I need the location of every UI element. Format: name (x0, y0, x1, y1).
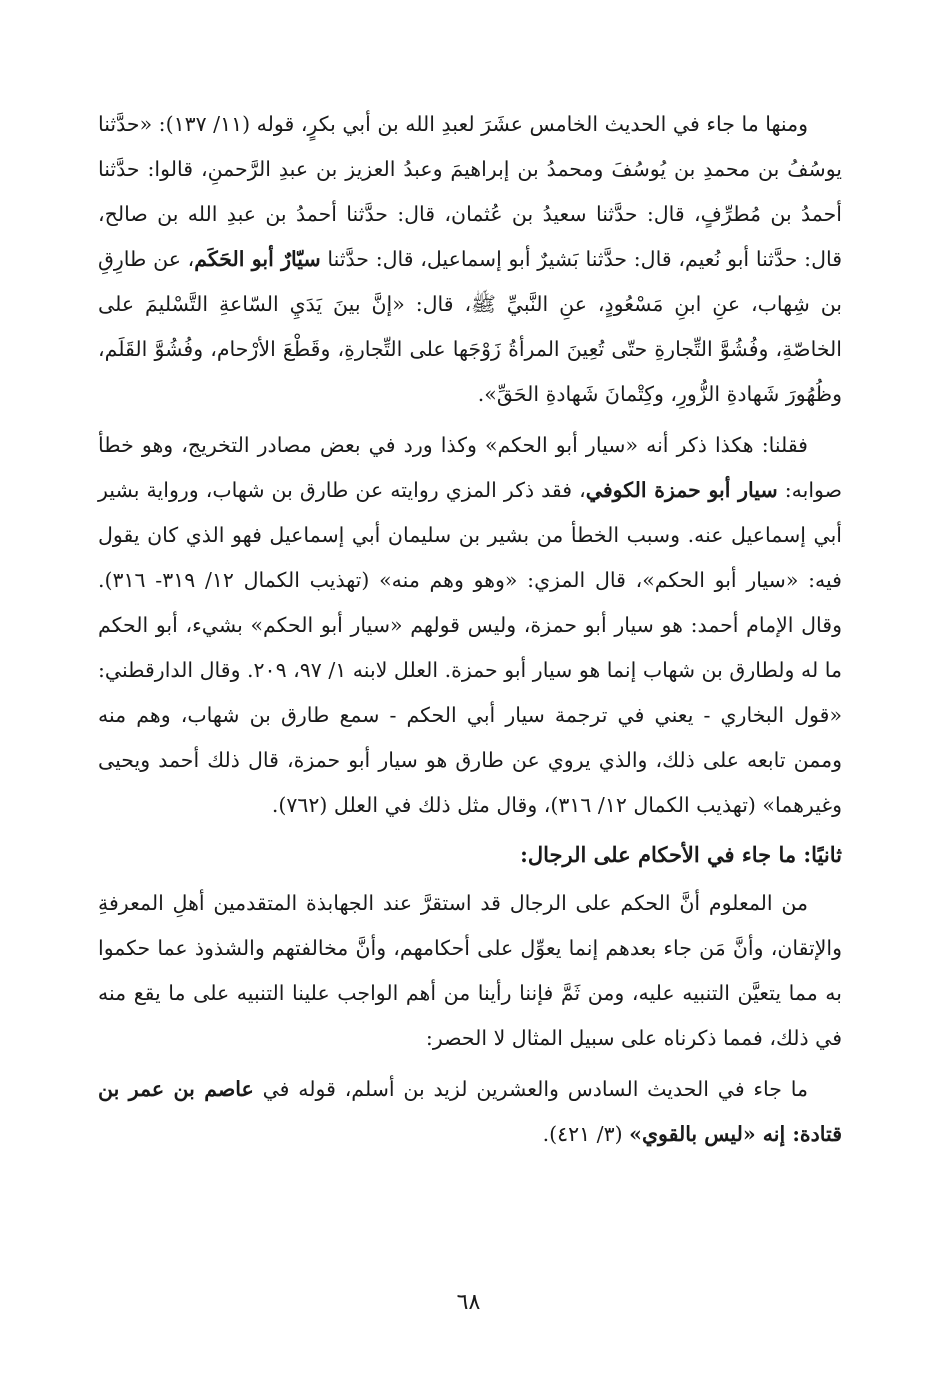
text-segment: فقلنا: هكذا ذكر أنه «سيار أبو الحكم» وكذا ورد في بعض مصادر التخريج، وهو خطأ صوابه: (98, 433, 843, 502)
text-segment: من المعلوم أنَّ الحكم على الرجال قد استقرَّ عند الجهابذة المتقدمين أهلِ المعرفةِ والإتقان، وأنَّ مَن جاء بعدهم إنما يعوِّل على أحكامهم، وأنَّ مخالفتهم والشذوذ عما حكموا به مما يتعيَّن التنبيه عليه، ومن ثَمَّ فإننا رأينا من أهم الواجب علينا التنبيه على ما يقع منه في ذلك، فمما ذكرناه على سبيل المثال لا الحصر: (98, 891, 842, 1050)
bold-text-segment: عاصم بن عمر بن قتادة: إنه «ليس بالقوي» (98, 1077, 842, 1146)
paragraph (98, 1067, 842, 1157)
paragraph (98, 102, 842, 417)
text-segment: (٣/ ٤٢١). (542, 1122, 630, 1146)
page-number: ٦٨ (456, 1290, 481, 1315)
paragraph (98, 881, 842, 1061)
text-segment: ومنها ما جاء في الحديث الخامس عشَرَ لعبدِ الله بن أبي بكرٍ، قوله (١١/ ١٣٧): «حدَّثنا يوسُفُ بن محمدِ بن يُوسُفَ ومحمدُ بن إبراهيمَ وعبدُ العزيز بن عبدِ الرَّحمنِ، قالوا: حدَّثنا أحمدُ بن مُطرِّفٍ، قال: حدَّثنا سعيدُ بن عُثمان، قال: حدَّثنا أحمدُ بن عبدِ الله بن صالح، قال: حدَّثنا أبو نُعيم، قال: حدَّثنا بَشيرٌ أبو إسماعيل، قال: حدَّثنا (98, 112, 843, 271)
section-heading: ثانيًا: ما جاء في الأحكام على الرجال: (520, 842, 842, 867)
page-body (98, 102, 842, 1157)
text-block-2 (98, 881, 842, 1157)
text-block-1 (98, 102, 842, 828)
text-segment: ، فقد ذكر المزي روايته عن طارق بن شهاب، ورواية بشير أبي إسماعيل عنه. وسبب الخطأ من بشير بن سليمان أبي إسماعيل فهو الذي كان يقول فيه: «سيار أبو الحكم»، قال المزي: «وهو وهم منه» (تهذيب الكمال ١٢/ ٣١٩- ٣١٦). وقال الإمام أحمد: هو سيار أبو حمزة، وليس قولهم «سيار أبو الحكم» بشيء، أبو الحكم ما له ولطارق بن شهاب إنما هو سيار أبو حمزة. العلل لابنه ١/ ٩٧، ٢٠٩. وقال الدارقطني: «قول البخاري - يعني في ترجمة سيار أبي الحكم - سمع طارق بن شهاب، وهم منه وممن تابعه على ذلك، والذي يروي عن طارق هو سيار أبو حمزة، قال ذلك أحمد ويحيى وغيرهما» (تهذيب الكمال ١٢/ ٣١٦)، وقال مثل ذلك في العلل (٧٦٢). (98, 478, 842, 817)
bold-text-segment: سيار أبو حمزة الكوفي (585, 478, 778, 502)
bold-text-segment: سيّارٌ أبو الحَكَم (194, 247, 321, 271)
text-segment: ما جاء في الحديث السادس والعشرين لزيد بن أسلم، قوله في (253, 1077, 808, 1101)
paragraph (98, 423, 842, 828)
text-segment: ، عن طارِقِ بن شِهاب، عنِ ابنِ مَسْعُودٍ، عنِ النَّبيِّ ﷺ، قال: «إنَّ بينَ يَدَيِ السّاعةِ التَّسْليمَ على الخاصّةِ، وفُشُوَّ التِّجارةِ حتّى تُعِينَ المرأةُ زَوْجَها على التِّجارةِ، وقَطْعَ الأرْحام، وفُشُوَّ القَلَم، وظُهُورَ شَهادةِ الزُّورِ، وكِتْمانَ شَهادةِ الحَقِّ». (98, 247, 843, 406)
